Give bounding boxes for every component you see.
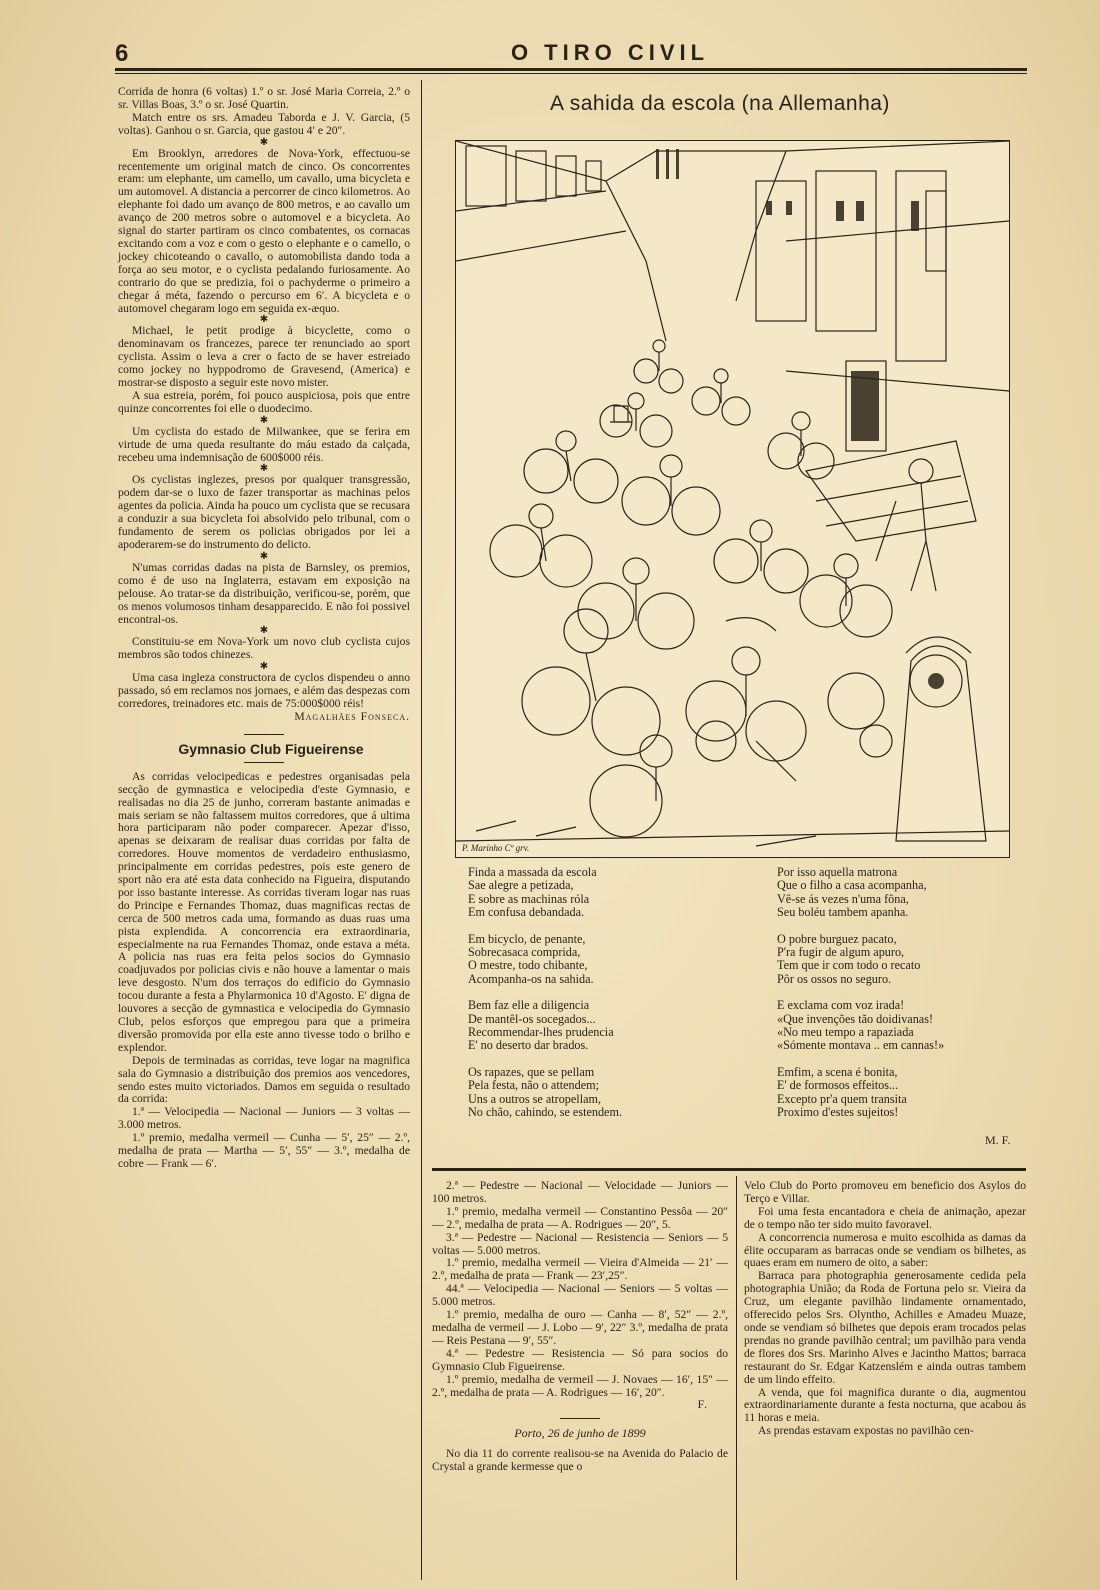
right-column	[744, 1180, 1026, 1438]
poem-line: E' no deserto dar brados.	[468, 1038, 589, 1053]
result-line: 1.ª — Velocipedia — Nacional — Juniors — 3 voltas — 3.000 metros.	[118, 1105, 410, 1132]
poem-line: Excepto pr'a quem transita	[777, 1091, 907, 1106]
poem-line: Em confusa debandada.	[468, 905, 585, 920]
poem-line: Por isso aquella matrona	[777, 865, 898, 879]
author-signature: Magalhães Fonseca.	[294, 709, 410, 723]
result-line: 1.º premio, medalha vermeil — Cunha — 5′, 25″ — 2.º, medalha de prata — Martha — 5′, 55″ — 3.º, medalha de cobre — Frank — 6′.	[118, 1131, 410, 1170]
poem-line: Pela festa, não o attendem;	[468, 1078, 599, 1093]
poem-line: Que o filho a casa acompanha,	[777, 878, 927, 893]
poem-line: O pobre burguez pacato,	[777, 931, 897, 946]
poem-line: Tem que ir com todo o recato	[777, 958, 921, 973]
section-heading: Gymnasio Club Figueirense	[178, 740, 364, 757]
poem-line: Recommendar-lhes prudencia	[468, 1025, 614, 1040]
article-paragraph: Michael, le petit prodige à bicyclette, como o denominavam os francezes, parece ter renunciado ao sport cyclista. Assim o leva a crer o facto de se haver estreiado como jockey no hyppodromo de Gravesend, (America) e mostrar-se disposto a seguir este novo mister.	[118, 324, 410, 390]
article-paragraph: Os cyclistas inglezes, presos por qualquer transgressão, podem dar-se o luxo de fazer transportar as machinas pelos agentes da policia. Ainda ha pouco um cyclista que se recusara a conduzir a sua bicycleta foi absolvido pelo tribunal, com o fundamento de serem os policias obrigados por lei a apoderarem-se do instrumento do delicto.	[118, 473, 410, 551]
page-number: 6	[115, 40, 129, 67]
engraving-illustration	[455, 140, 1010, 858]
poem-line: P'ra fugir de algum apuro,	[777, 945, 905, 960]
separator-star: ✱	[259, 550, 269, 562]
poem-stanza	[777, 1066, 1017, 1120]
poem-line: E exclama com voz irada!	[777, 998, 905, 1013]
column-divider	[736, 1176, 737, 1580]
poem-line: Uns a outros se atropellam,	[468, 1091, 602, 1106]
poem-line: O mestre, todo chibante,	[468, 958, 588, 973]
poem-line: Seu boléu tambem apanha.	[777, 905, 909, 920]
article-paragraph: Em Brooklyn, arredores de Nova-York, effectuou-se recentemente um original match de cinco. Os concorrentes eram: um elephante, um camello, um cavallo, uma bicycleta e um automovel. A distancia a percorrer de cinco kilometros. Ao elephante foi dado um avanço de 800 metros, e ao cavallo um avanço de 200 metros sobre o automovel e a bicycleta. Ao signal do starter partiram os cinco combatentes, os cornacas excitando com a voz e com o gesto o elephante e o camello, o jockey chicoteando o cavallo, o automobilista dando toda a força ao seu motor, e o cyclista pedalando furiosamente. Ao contrario do que se predizia, foi o pachyderme o primeiro a chegar á méta, fazendo o percurso em 6′. A bicycleta e o automovel chegaram logo em seguida ex-æquo.	[118, 146, 410, 315]
result-line: 44.ª — Velocipedia — Nacional — Seniors — 5 voltas — 5.000 metros.	[432, 1282, 728, 1309]
newspaper-title: O TIRO CIVIL	[510, 40, 710, 65]
section-divider	[432, 1168, 1026, 1171]
header-rule-thin	[115, 73, 1027, 74]
article-paragraph: Uma casa ingleza constructora de cyclos dispendeu o anno passado, só em reclamos nos jornaes, e além das despezas com corredores, treinadores etc. mais de 75:000$000 réis!	[118, 671, 410, 711]
poem-right	[777, 866, 1017, 1133]
poem-line: Proximo d'estes sujeitos!	[777, 1105, 899, 1120]
poem-line: No chão, cahindo, se estendem.	[468, 1105, 622, 1120]
poem-stanza	[468, 866, 738, 920]
article-paragraph: N'umas corridas dadas na pista de Barnsley, os premios, como é de uso na Inglaterra, estavam em exposição na pelouse. Ao tratar-se da distribuição, verificou-se, porém, que os menos volumosos tinham desapparecido. E não foi possivel encontral-os.	[118, 560, 410, 626]
poem-line: E sobre as machinas róla	[468, 891, 590, 906]
dateline: Porto, 26 de junho de 1899	[514, 1426, 646, 1441]
result-line: 1.º premio, medalha de vermeil — J. Novaes — 16′, 15″ — 2.º, medalha de prata — A. Rodrigues — 16′, 20″.	[432, 1372, 728, 1399]
article-paragraph: Um cyclista do estado de Milwankee, que se ferira em virtude de uma queda resultante do máu estado da calçada, recebeu uma indemnisação de 600$000 réis.	[118, 424, 410, 464]
separator-star: ✱	[259, 625, 269, 637]
separator-star: ✱	[259, 463, 269, 475]
result-line: 1.º premio, medalha de ouro — Canha — 8′, 52″ — 2.º, medalha de vermeil — J. Lobo — 9′, 22″ 3.º, medalha de prata — Reis Pestana — 9′, 55″.	[432, 1308, 728, 1347]
result-line: 4.ª — Pedestre — Resistencia — Só para socios do Gymnasio Club Figueirense.	[432, 1346, 728, 1373]
article-paragraph: A sua estreia, porém, foi pouco auspiciosa, pois que entre quinze concorrentes foi elle o duodecimo.	[118, 388, 410, 415]
poem-stanza	[468, 999, 738, 1053]
middle-column	[432, 1180, 728, 1474]
poem-line: Os rapazes, que se pellam	[468, 1064, 595, 1079]
column-divider	[421, 80, 422, 1580]
article-paragraph: Match entre os srs. Amadeu Taborda e J. V. Garcia, (5 voltas). Ganhou o sr. Garcia, que gastou 4′ e 20″.	[118, 110, 410, 137]
poem-line: E' de formosos effeitos...	[777, 1078, 899, 1093]
poem-line: «Que invenções tão doidivanas!	[777, 1011, 934, 1026]
separator-star: ✱	[259, 314, 269, 326]
poem-stanza	[468, 933, 738, 987]
poem-stanza	[777, 866, 1017, 920]
poem-line: Sae alegre a petizada,	[468, 878, 574, 893]
poem-stanza	[468, 1066, 738, 1120]
poem-line: De mantêl-os socegados...	[468, 1011, 596, 1026]
result-line: 3.ª — Pedestre — Nacional — Resistencia — Seniors — 5 voltas — 5.000 metros.	[432, 1230, 728, 1257]
article-paragraph: Depois de terminadas as corridas, teve logar na magnifica sala do Gymnasio a distribuição dos premios aos vencedores, sendo estes muito victoriados. Damos em seguida o resultado da corrida:	[118, 1053, 410, 1106]
street-scene-drawing	[456, 141, 1009, 857]
separator-star: ✱	[259, 661, 269, 673]
article-paragraph: Barraca para photographia generosamente cedida pela photographia União; da Roda de Fortuna pelo sr. Vieira da Cruz, um elegante pavilhão lindamente ornamentado, offerecido pelos Srs. Olyntho, Achilles e Amadeu Muaze, onde se vendiam só bilhetes que depois eram trocados pelas prendas no grande pavilhão central; um pavilhão para venda de flores dos Srs. Marinho Alves e Jacintho Mattos; barraca restaurant do Sr. Edgar Katzenslém e ainda outras tambem de um lindo effeito.	[744, 1269, 1026, 1386]
result-line: 1.º premio, medalha vermeil — Constantino Pessôa — 20″ — 2.º, medalha de prata — A. Rodrigues — 20″, 5.	[432, 1204, 728, 1231]
poem-line: «No meu tempo a rapaziada	[777, 1025, 914, 1040]
header-rule	[115, 68, 1027, 71]
section-rule	[244, 734, 284, 735]
poem-line: «Sómente montava .. em cannas!»	[777, 1038, 945, 1053]
article-paragraph: Velo Club do Porto promoveu em beneficio dos Asylos do Terço e Villar.	[744, 1179, 1026, 1205]
article-paragraph: Constituiu-se em Nova-York um novo club cyclista cujos membros são todos chinezes.	[118, 635, 410, 662]
section-rule	[244, 762, 284, 763]
poem-line: Em bicyclo, de penante,	[468, 931, 586, 946]
article-paragraph: As corridas velocipedicas e pedestres organisadas pela secção de gymnastica e velocipedia d'este Gymnasio, e realisadas no dia 25 de junho, correram bastante animadas e mais seriam se não faltassem muitos corredores, que á ultima hora participaram não poder comparecer. Apezar d'isso, apenas se deixaram de realisar duas corridas por falta de corredores. Houve momentos de verdadeiro enthusiasmo, principalmente em corridas pedestres, pois este genero de sport não era até esta data conhecido na Figueira, disputando por isso bastante interesse. As corridas tiveram logar nas ruas do Principe e Fernandes Thomaz, duas magnificas rectas de cerca de 500 metros cada uma, formando as duas ruas uma pista explendida. A concorrencia era extraordinaria, especialmente na rua Fernandes Thomaz, onde estava a méta. A policia nas ruas era feita pelos socios do Gymnasio coadjuvados por policias civis e não houve a lamentar o mais leve desgosto. N'um dos terraços do edificio do Gymnasio tocou durante a festa a Phylarmonica 10 d'Agosto. E' digna de louvores a secção de gymnastica e velocipedia do Gymnasio Club, pelos esforços que empregou para que a primeira diversão promovida por ella este anno tivesse todo o brilho e explendor.	[118, 769, 410, 1054]
article-paragraph: No dia 11 do corrente realisou-se na Avenida do Palacio de Crystal a grande kermesse que o	[432, 1447, 728, 1474]
illustration-title: A sahida da escola (na Allemanha)	[550, 92, 890, 115]
poem-line: Pôr os ossos no seguro.	[777, 971, 892, 986]
separator-star: ✱	[259, 414, 269, 426]
section-rule	[560, 1418, 600, 1419]
poem-stanza	[777, 933, 1017, 987]
poem-line: Sobrecasaca comprida,	[468, 945, 581, 960]
poem-line: Emfim, a scena é bonita,	[777, 1064, 898, 1079]
poem-line: Acompanha-os na sahida.	[468, 971, 594, 986]
left-column	[118, 86, 410, 1171]
author-signature: F.	[697, 1398, 708, 1412]
poem-line: Bem faz elle a diligencia	[468, 998, 590, 1013]
poem-signature: M. F.	[985, 1133, 1011, 1147]
article-paragraph: Corrida de honra (6 voltas) 1.º o sr. José Maria Correia, 2.º o sr. Villas Boas, 3.º o sr. José Quartin.	[118, 85, 410, 111]
poem-left	[468, 866, 738, 1133]
result-line: 2.ª — Pedestre — Nacional — Velocidade — Juniors — 100 metros.	[432, 1179, 728, 1205]
poem-stanza	[777, 999, 1017, 1053]
article-paragraph: As prendas estavam expostas no pavilhão cen-	[758, 1424, 974, 1438]
article-paragraph: A venda, que foi magnifica durante o dia, augmentou extraordinariamente durante a festa nocturna, que acabou ás 11 horas e meia.	[744, 1385, 1026, 1425]
result-line: 1.º premio, medalha vermeil — Vieira d'Almeida — 21′ — 2.º, medalha de prata — Frank — 23′,25″.	[432, 1256, 728, 1283]
poem-line: Finda a massada da escola	[468, 865, 597, 879]
separator-star: ✱	[259, 136, 269, 148]
engraver-signature: P. Marinho Cº grv.	[462, 843, 530, 853]
article-paragraph: Foi uma festa encantadora e cheia de animação, apezar de o tempo não ter sido muito favoravel.	[744, 1204, 1026, 1231]
article-paragraph: A concorrencia numerosa e muito escolhida as damas da élite occuparam as barracas onde se vendiam os bilhetes, as quaes eram em numero de oito, a saber:	[744, 1230, 1026, 1270]
poem-line: Vê-se ás vezes n'uma fôna,	[777, 891, 909, 906]
